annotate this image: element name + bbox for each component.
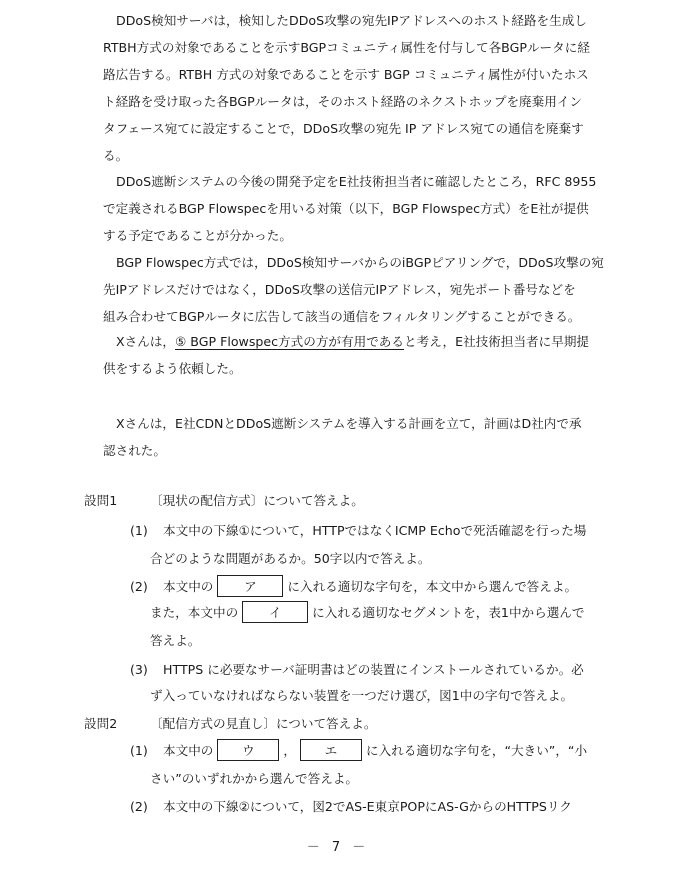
text-line: ず入っていなければならない装置を一つだけ選び，図1中の字句で答えよ。 — [150, 688, 574, 703]
text-line: ト経路を受け取った各BGPルータは，そのホスト経路のネクストホップを廃棄用イン — [103, 94, 583, 109]
text-line: る。 — [103, 148, 129, 163]
text-line: HTTPS に必要なサーバ証明書はどの装置にインストールされているか。必 — [163, 662, 584, 677]
blank-box-i: イ — [242, 601, 308, 623]
text-line: 本文中の下線①について，HTTPではなくICMP Echoで死活確認を行った場 — [163, 523, 587, 538]
text-line: DDoS遮断システムの今後の開発予定をE社技術担当者に確認したところ，RFC 8955 — [116, 174, 597, 189]
text-segment: に入れる適切なセグメントを，表1中から選んで — [312, 605, 585, 620]
text-line: Xさんは，E社CDNとDDoS遮断システムを導入する計画を立て，計画はD社内で承 — [116, 416, 582, 431]
text-line — [150, 604, 585, 623]
question-label: 設問2 — [84, 716, 118, 731]
text-line: で定義されるBGP Flowspecを用いる対策（以下，BGP Flowspec方式）をE社が提供 — [103, 201, 589, 216]
page-number: － 7 － — [306, 840, 370, 855]
text-line: 本文中の下線②について，図2でAS-E東京POPにAS-GからのHTTPSリク — [163, 799, 572, 814]
text-line — [116, 333, 589, 351]
text-line — [163, 742, 587, 761]
text-line: 認された。 — [103, 443, 166, 458]
text-line: 路広告する。RTBH 方式の対象であることを示す BGP コミュニティ属性が付いたホス — [103, 67, 589, 82]
subquestion-number: (2) — [130, 799, 148, 814]
text-line: BGP Flowspec方式では，DDoS検知サーバからのiBGPピアリングで，DDoS攻撃の宛 — [116, 255, 604, 270]
text-line: 先IPアドレスだけではなく，DDoS攻撃の送信元IPアドレス，宛先ポート番号などを — [103, 282, 576, 297]
text-segment: 本文中の — [163, 579, 214, 594]
text-line — [163, 578, 577, 597]
text-line: さい”のいずれかから選んで答えよ。 — [150, 771, 359, 786]
question-title: 〔現状の配信方式〕について答えよ。 — [150, 493, 364, 508]
subquestion-number: (3) — [130, 662, 148, 677]
text-segment: 本文中の — [163, 743, 214, 758]
text-line: 供をするよう依頼した。 — [103, 361, 242, 376]
blank-box-e: エ — [300, 739, 362, 761]
text-segment: と考え，E社技術担当者に早期提 — [404, 334, 590, 349]
blank-box-u: ウ — [217, 739, 279, 761]
text-segment: に入れる適切な字句を，本文中から選んで答えよ。 — [287, 579, 578, 594]
text-line: 答えよ。 — [150, 633, 201, 648]
text-line: する予定であることが分かった。 — [103, 228, 292, 243]
blank-box-a: ア — [217, 575, 283, 597]
subquestion-number: (2) — [130, 579, 148, 594]
text-line: 組み合わせてBGPルータに広告して該当の通信をフィルタリングすることができる。 — [103, 309, 581, 324]
question-title: 〔配信方式の見直し〕について答えよ。 — [150, 716, 377, 731]
text-segment: Xさんは， — [116, 334, 176, 349]
text-segment: また，本文中の — [150, 605, 239, 620]
text-line: 合どのような問題があるか。50字以内で答えよ。 — [150, 551, 431, 566]
text-line: タフェース宛てに設定することで，DDoS攻撃の宛先 IP アドレス宛ての通信を廃棄す — [103, 121, 584, 136]
subquestion-number: (1) — [130, 523, 148, 538]
underline-5: ⑤ BGP Flowspec方式の方が有用である — [175, 334, 404, 349]
question-label: 設問1 — [84, 493, 118, 508]
text-segment: に入れる適切な字句を，“大きい”，“小 — [365, 743, 588, 758]
text-segment: ， — [283, 743, 296, 758]
text-line: DDoS検知サーバは，検知したDDoS攻撃の宛先IPアドレスへのホスト経路を生成し — [116, 13, 587, 28]
text-line: RTBH方式の対象であることを示すBGPコミュニティ属性を付与して各BGPルータに経 — [103, 40, 590, 55]
subquestion-number: (1) — [130, 743, 148, 758]
